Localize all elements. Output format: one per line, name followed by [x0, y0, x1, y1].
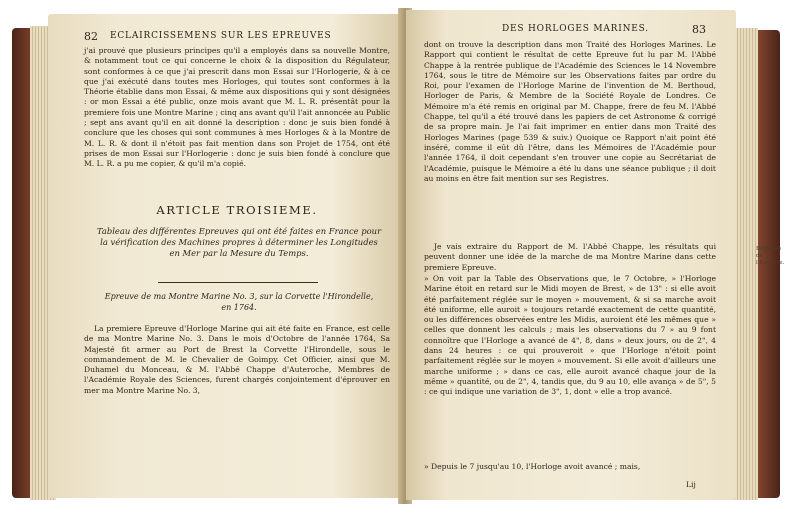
right-paragraph-3 [424, 274, 716, 400]
left-paragraph-2 [84, 324, 390, 398]
left-page-number: 82 [84, 30, 98, 43]
article-subtitle: Tableau des différentes Epreuves qui ont été faites en France pour la vérification des Machines propres à déterminer les Longitudes en Mer par la Mesure du Temps. [96, 226, 382, 258]
right-para2-text: Je vais extraire du Rapport de M. l'Abbé Chappe, les résultats qui peuvent donner une idée de la marche de ma Montre Marine dans cette premiere Epreuve. [424, 242, 716, 272]
left-para1-text: j'ai prouvé que plusieurs principes qu'il a employés dans sa nouvelle Montre, & notamment tout ce qui concerne le choix & la disposition du Régulateur, sont conformes à ce que j'ai prescrit dans mon Essai sur l'Horlogerie, & à ce que j'ai exécuté dans toutes mes Horloges, qui toutes sont conformes à la Théorie établie dans mon Essai, & même aux dispositions qui y sont désignées : or mon Essai a été public, onze mois avant que M. L. R. présentât pour la premiere fois une Montre Marine ; cinq ans avant qu'il l'ait annoncée au Public ; sept ans avant qu'il en ait donné la description : donc je suis bien fondé à conclure que les choses qui sont communes à mes Horloges & à la Montre de M. L. R. & dont il n'étoit pas fait mention dans son Projet de 1754, ont été prises de mon Essai sur l'Horlogerie : donc je suis bien fondé à conclure que M. L. R. a pu me copier, & qu'il m'a copié. [84, 46, 390, 169]
right-para1-text: dont on trouve la description dans mon Traité des Horloges Marines. Le Rapport qui contient le résultat de cette Epreuve fut lu par M. l'Abbé Chappe à la rentrée publique de l'Académie des Sciences le 14 Novembre 1764, sous le titre de Mémoire sur les Observations faites par ordre du Roi, pour l'examen de l'Horloge Marine de l'invention de M. Berthoud, Horloger de Paris, & Membre de la Société Royale de Londres. Ce Mémoire m'a été remis en original par M. Chappe, frere de feu M. l'Abbé Chappe, tel qu'il a été trouvé dans les papiers de cet Astronome & corrigé de sa propre main. Je l'ai fait imprimer en entier dans mon Traité des Horloges Marines (page 539 & suiv.) Quoique ce Rapport n'ait point été inséré, comme il eût dû l'être, dans les Mémoires de l'Académie pour l'année 1764, il doit cependant s'en trouver une copie au Secrétariat de l'Académie, puisque le Mémoire a été lu dans une séance publique ; il doit au moins en être fait mention sur ses Registres. [424, 40, 716, 183]
left-paragraph-1 [84, 46, 390, 172]
right-para4-text: » Depuis le 7 jusqu'au 10, l'Horloge avoit avancé ; mais, [424, 462, 641, 471]
left-page [48, 14, 404, 498]
right-page [406, 10, 736, 500]
right-running-head: DES HORLOGES MARINES. [502, 24, 649, 34]
epreuve-heading: Epreuve de ma Montre Marine No. 3, sur la Corvette l'Hirondelle, en 1764. [104, 292, 374, 312]
signature-mark: Lij [686, 480, 696, 489]
article-title: ARTICLE TROISIEME. [156, 203, 318, 217]
right-paragraph-4 [424, 462, 716, 474]
right-page-number: 83 [692, 23, 706, 36]
right-paragraph-2 [424, 242, 716, 275]
left-running-head: ECLAIRCISSEMENS SUR LES EPREUVES [110, 31, 332, 41]
right-paragraph-1 [424, 40, 716, 186]
right-para3-text: » On voit par la Table des Observations que, le 7 Octobre, » l'Horloge Marine étoit en retard sur le Midi moyen de Brest, » de 13" : si elle avoit été parfaitement réglée sur le moyen » mouvement, & si sa marche avoit été uniforme, elle auroit » toujours retardé exactement de cette quantité, ou les différences observées entre les Midis, auroient été les mêmes que » celles que donnent les calculs ; mais les observations du 7 » au 9 font connoître que l'Horloge a avancé de 4", 8, dans » deux jours, ou de 2", 4 dans 24 heures : ce qui prouveroit » que l'Horloge n'étoit point parfaitement réglée sur le moyen » mouvement. Si elle avoit d'ailleurs une marche uniforme ; » dans ce cas, elle auroit avancé chaque jour de la même » quantité, ou de 2", 4, tandis que, du 9 au 10, elle avança » de 5", 5 : ce qui indique une variation de 3", 1, dont » elle a trop avancé. [424, 274, 716, 397]
left-para2-text: La premiere Epreuve d'Horloge Marine qui ait été faite en France, est celle de ma Montre Marine No. 3. Dans le mois d'Octobre de l'année 1764, Sa Majesté fit armer au Port de Brest la Corvette l'Hirondelle, sous le commandement de M. le Chevalier de Goimpy. Cet Officier, ainsi que M. Duhamel du Monceau, & M. l'Abbé Chappe d'Auteroche, Membres de l'Académie Royale des Sciences, furent chargés conjointement d'éprouver en mer ma Montre Marine No. 3, [84, 324, 390, 395]
margin-note: Réfultats de l'Epreuve. [756, 246, 785, 266]
section-rule [158, 282, 318, 283]
